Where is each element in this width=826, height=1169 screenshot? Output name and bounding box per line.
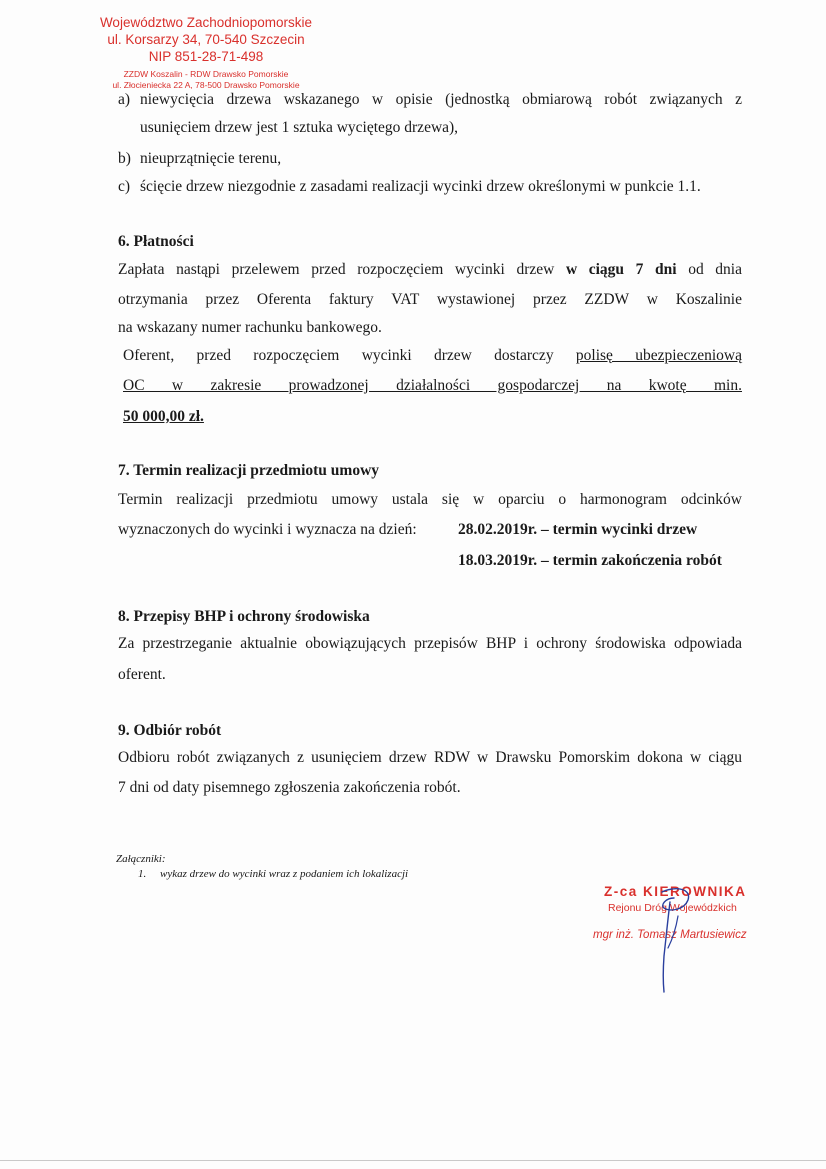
handwritten-signature-icon — [600, 878, 710, 998]
annex-label: Załączniki: — [116, 853, 166, 865]
list-text: usunięciem drzew jest 1 sztuka wyciętego drzewa), — [140, 119, 459, 136]
address-stamp — [88, 14, 324, 91]
annex-item-number: 1. — [138, 868, 147, 880]
section-6-line-2: otrzymania przez Oferenta faktury VAT wystawionej przez ZZDW w Koszalinie — [118, 291, 742, 308]
section-8-line-1: Za przestrzeganie aktualnie obowiązujących przepisów BHP i ochrony środowiska odpowiada — [118, 635, 742, 652]
list-marker: c) — [118, 178, 131, 195]
stamp-line-1: Województwo Zachodniopomorskie — [99, 15, 313, 30]
section-9-line-1: Odbioru robót związanych z usunięciem drzew RDW w Drawsku Pomorskim dokona w ciągu — [118, 749, 742, 766]
text-run: Oferent, przed rozpoczęciem wycinki drzew dostarczy — [123, 347, 576, 364]
section-7-line-1: Termin realizacji przedmiotu umowy ustala się w oparciu o harmonogram odcinków — [118, 491, 742, 508]
list-text: ścięcie drzew niezgodnie z zasadami realizacji wycinki drzew określonymi w punkcie 1.1. — [140, 178, 701, 195]
signature-stamp-title: Z-ca KIEROWNIKA — [604, 884, 747, 899]
stamp-line-3: NIP 851-28-71-498 — [148, 49, 264, 64]
section-9-line-2: 7 dni od daty pisemnego zgłoszenia zakończenia robót. — [118, 779, 461, 796]
signature-stamp-name: mgr inż. Tomasz Martusiewicz — [593, 929, 747, 941]
list-item-c — [118, 173, 742, 201]
section-9-heading: 9. Odbiór robót — [118, 722, 222, 739]
section-6-line-1 — [118, 256, 742, 284]
signature-stamp-subtitle: Rejonu Dróg Wojewódzkich — [608, 902, 737, 914]
scan-edge-line — [0, 1160, 826, 1161]
stamp-line-2: ul. Korsarzy 34, 70-540 Szczecin — [107, 32, 305, 47]
list-item-a — [118, 86, 742, 114]
section-8-line-2: oferent. — [118, 666, 166, 683]
section-6-line-3: na wskazany numer rachunku bankowego. — [118, 319, 382, 336]
stamp-line-4: ZZDW Koszalin - RDW Drawsko Pomorskie — [123, 69, 289, 79]
section-7-line-2: wyznaczonych do wycinki i wyznacza na dzień: — [118, 521, 417, 538]
stamp-line-5: ul. Złocieniecka 22 A, 78-500 Drawsko Pomorskie — [112, 80, 300, 90]
bold-deadline: w ciągu 7 dni — [565, 261, 677, 278]
list-item-b — [118, 145, 742, 173]
section-7-heading: 7. Termin realizacji przedmiotu umowy — [118, 462, 380, 479]
section-6-heading: 6. Płatności — [118, 233, 194, 250]
list-text: niewycięcia drzewa wskazanego w opisie (jednostką obmiarową robót związanych z — [140, 91, 742, 108]
text-run: Zapłata nastąpi przelewem przed rozpoczęciem wycinki drzew — [118, 261, 566, 278]
annex-item-text: wykaz drzew do wycinki wraz z podaniem ich lokalizacji — [160, 868, 409, 880]
section-6-amount: 50 000,00 zł. — [123, 408, 204, 425]
underlined-policy: polisę ubezpieczeniową — [575, 347, 742, 364]
list-text: nieuprzątnięcie terenu, — [140, 150, 282, 167]
section-7-date-2: 18.03.2019r. – termin zakończenia robót — [458, 552, 722, 569]
section-7-date-1: 28.02.2019r. – termin wycinki drzew — [458, 521, 698, 538]
text-run: od dnia — [676, 261, 742, 278]
section-6-line-5: OC w zakresie prowadzonej działalności gospodarczej na kwotę min. — [123, 377, 742, 394]
list-marker: b) — [118, 150, 131, 167]
section-6-line-4 — [123, 342, 742, 370]
list-item-a-continued — [140, 114, 740, 142]
section-8-heading: 8. Przepisy BHP i ochrony środowiska — [118, 608, 370, 625]
list-marker: a) — [118, 91, 131, 108]
